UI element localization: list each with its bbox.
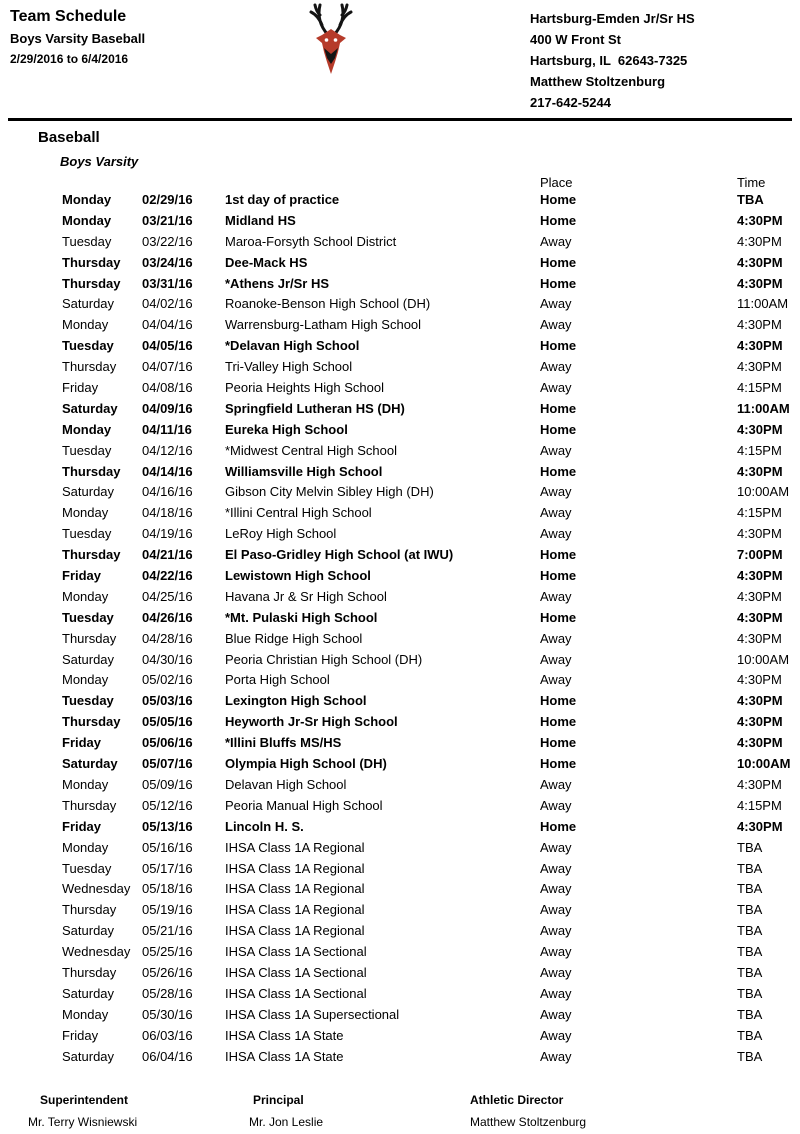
schedule-row bbox=[0, 211, 800, 232]
cell-day: Saturday bbox=[62, 296, 115, 312]
cell-date: 04/18/16 bbox=[142, 505, 193, 521]
cell-day: Saturday bbox=[62, 400, 118, 416]
cell-event: Peoria Manual High School bbox=[225, 797, 383, 813]
cell-event: IHSA Class 1A Sectional bbox=[225, 944, 367, 960]
cell-day: Wednesday bbox=[62, 881, 131, 897]
cell-day: Thursday bbox=[62, 714, 121, 730]
cell-event: *Illini Bluffs MS/HS bbox=[225, 735, 342, 751]
cell-event: Roanoke-Benson High School (DH) bbox=[225, 296, 431, 312]
cell-place: Away bbox=[540, 881, 572, 897]
cell-date: 04/04/16 bbox=[142, 317, 193, 333]
cell-event: Porta High School bbox=[225, 672, 330, 688]
cell-place: Home bbox=[540, 693, 577, 709]
cell-time: TBA bbox=[737, 944, 763, 960]
cell-day: Friday bbox=[62, 380, 99, 396]
cell-date: 06/04/16 bbox=[142, 1048, 193, 1064]
schedule-row bbox=[0, 942, 800, 963]
footer-athletic-director bbox=[470, 1093, 587, 1129]
cell-place: Home bbox=[540, 421, 577, 437]
cell-place: Away bbox=[540, 964, 572, 980]
cell-time: 10:00AM bbox=[737, 484, 790, 500]
cell-place: Home bbox=[540, 735, 577, 751]
cell-event: Gibson City Melvin Sibley High (DH) bbox=[225, 484, 434, 500]
cell-day: Monday bbox=[62, 776, 109, 792]
cell-time: TBA bbox=[737, 1006, 763, 1022]
cell-place: Home bbox=[540, 568, 577, 584]
cell-time: 4:15PM bbox=[737, 442, 782, 458]
footer-role-title: Athletic Director bbox=[470, 1093, 564, 1107]
schedule-row bbox=[0, 524, 800, 545]
cell-date: 04/16/16 bbox=[142, 484, 193, 500]
cell-time: TBA bbox=[737, 1048, 763, 1064]
cell-place: Away bbox=[540, 630, 572, 646]
cell-event: Eureka High School bbox=[225, 421, 348, 437]
schedule-table bbox=[0, 176, 800, 1067]
schedule-row bbox=[0, 984, 800, 1005]
cell-date: 04/14/16 bbox=[142, 463, 193, 479]
cell-day: Tuesday bbox=[62, 860, 112, 876]
school-address: 400 W Front St bbox=[530, 32, 622, 47]
schedule-row bbox=[0, 838, 800, 859]
cell-event: Heyworth Jr-Sr High School bbox=[225, 714, 398, 730]
cell-date: 05/03/16 bbox=[142, 693, 193, 709]
cell-place: Away bbox=[540, 1027, 572, 1043]
cell-place: Home bbox=[540, 400, 577, 416]
cell-time: 4:30PM bbox=[737, 609, 783, 625]
cell-event: *Midwest Central High School bbox=[225, 442, 397, 458]
cell-date: 04/02/16 bbox=[142, 296, 193, 312]
cell-event: Midland HS bbox=[225, 212, 296, 228]
cell-day: Friday bbox=[62, 568, 102, 584]
cell-place: Away bbox=[540, 317, 572, 333]
cell-date: 04/07/16 bbox=[142, 359, 193, 375]
cell-date: 05/07/16 bbox=[142, 756, 193, 772]
cell-event: *Illini Central High School bbox=[225, 505, 372, 521]
cell-event: Warrensburg-Latham High School bbox=[225, 317, 422, 333]
cell-day: Saturday bbox=[62, 985, 115, 1001]
header-divider bbox=[8, 118, 792, 121]
cell-time: 4:30PM bbox=[737, 317, 782, 333]
cell-day: Friday bbox=[62, 1027, 99, 1043]
cell-day: Tuesday bbox=[62, 609, 114, 625]
schedule-row bbox=[0, 733, 800, 754]
cell-time: 11:00AM bbox=[737, 296, 789, 312]
cell-date: 03/31/16 bbox=[142, 275, 193, 291]
cell-day: Monday bbox=[62, 317, 109, 333]
schedule-row bbox=[0, 817, 800, 838]
cell-date: 04/25/16 bbox=[142, 588, 193, 604]
cell-place: Away bbox=[540, 442, 572, 458]
cell-date: 05/02/16 bbox=[142, 672, 193, 688]
cell-date: 03/22/16 bbox=[142, 233, 193, 249]
schedule-row bbox=[0, 900, 800, 921]
cell-date: 05/25/16 bbox=[142, 944, 193, 960]
cell-event: 1st day of practice bbox=[225, 192, 340, 207]
cell-date: 03/21/16 bbox=[142, 212, 193, 228]
cell-day: Thursday bbox=[62, 902, 117, 918]
cell-day: Tuesday bbox=[62, 442, 112, 458]
footer-role-name: Matthew Stoltzenburg bbox=[470, 1115, 587, 1129]
schedule-row bbox=[0, 253, 800, 274]
cell-event: LeRoy High School bbox=[225, 526, 337, 542]
cell-time: TBA bbox=[737, 839, 763, 855]
cell-place: Home bbox=[540, 463, 577, 479]
cell-date: 05/30/16 bbox=[142, 1006, 193, 1022]
cell-event: Blue Ridge High School bbox=[225, 630, 363, 646]
cell-place: Away bbox=[540, 1006, 572, 1022]
cell-place: Away bbox=[540, 526, 572, 542]
schedule-row bbox=[0, 1047, 800, 1068]
schedule-row bbox=[0, 670, 800, 691]
cell-date: 04/26/16 bbox=[142, 609, 193, 625]
schedule-row bbox=[0, 294, 800, 315]
cell-date: 05/16/16 bbox=[142, 839, 193, 855]
cell-place: Away bbox=[540, 985, 572, 1001]
cell-place: Away bbox=[540, 505, 572, 521]
schedule-row bbox=[0, 190, 800, 211]
cell-day: Monday bbox=[62, 839, 109, 855]
cell-place: Away bbox=[540, 923, 572, 939]
schedule-row bbox=[0, 503, 800, 524]
schedule-row bbox=[0, 566, 800, 587]
cell-time: TBA bbox=[737, 881, 763, 897]
cell-time: 11:00AM bbox=[737, 400, 790, 416]
cell-place: Away bbox=[540, 359, 572, 375]
cell-day: Monday bbox=[62, 192, 112, 207]
cell-event: El Paso-Gridley High School (at IWU) bbox=[225, 547, 454, 563]
cell-time: 4:30PM bbox=[737, 693, 783, 709]
cell-event: Williamsville High School bbox=[225, 463, 383, 479]
cell-date: 05/18/16 bbox=[142, 881, 193, 897]
cell-day: Tuesday bbox=[62, 693, 114, 709]
cell-date: 05/19/16 bbox=[142, 902, 193, 918]
cell-time: TBA bbox=[737, 1027, 763, 1043]
cell-date: 04/11/16 bbox=[142, 421, 192, 437]
schedule-row bbox=[0, 1005, 800, 1026]
cell-day: Thursday bbox=[62, 630, 117, 646]
cell-date: 05/17/16 bbox=[142, 860, 193, 876]
cell-date: 02/29/16 bbox=[142, 192, 193, 207]
header-left bbox=[10, 8, 145, 66]
schedule-row bbox=[0, 336, 800, 357]
schedule-row bbox=[0, 754, 800, 775]
cell-time: 4:30PM bbox=[737, 818, 783, 834]
cell-event: Dee-Mack HS bbox=[225, 254, 308, 270]
cell-event: Olympia High School (DH) bbox=[225, 756, 387, 772]
cell-place: Away bbox=[540, 296, 572, 312]
cell-day: Thursday bbox=[62, 275, 121, 291]
cell-time: 4:30PM bbox=[737, 735, 783, 751]
place-column-header: Place bbox=[540, 175, 573, 190]
stag-mascot-logo-icon bbox=[294, 2, 368, 80]
cell-time: TBA bbox=[737, 985, 763, 1001]
school-name: Hartsburg-Emden Jr/Sr HS bbox=[530, 11, 695, 26]
cell-day: Monday bbox=[62, 212, 112, 228]
cell-event: Lincoln H. S. bbox=[225, 818, 304, 834]
cell-place: Away bbox=[540, 944, 572, 960]
cell-date: 05/13/16 bbox=[142, 818, 193, 834]
cell-place: Away bbox=[540, 902, 572, 918]
cell-place: Away bbox=[540, 1048, 572, 1064]
school-info bbox=[530, 8, 695, 113]
cell-time: TBA bbox=[737, 902, 763, 918]
schedule-row bbox=[0, 796, 800, 817]
cell-day: Monday bbox=[62, 588, 109, 604]
cell-event: IHSA Class 1A Regional bbox=[225, 860, 365, 876]
cell-time: TBA bbox=[737, 860, 763, 876]
team-heading: Boys Varsity bbox=[60, 154, 139, 169]
cell-time: 7:00PM bbox=[737, 547, 783, 563]
sport-heading: Baseball bbox=[38, 129, 100, 146]
school-contact: Matthew Stoltzenburg bbox=[530, 74, 666, 89]
cell-date: 06/03/16 bbox=[142, 1027, 193, 1043]
cell-date: 05/26/16 bbox=[142, 964, 193, 980]
time-column-header: Time bbox=[737, 175, 766, 190]
cell-event: IHSA Class 1A Sectional bbox=[225, 985, 367, 1001]
schedule-row bbox=[0, 712, 800, 733]
cell-date: 03/24/16 bbox=[142, 254, 193, 270]
cell-day: Thursday bbox=[62, 797, 117, 813]
cell-event: IHSA Class 1A Regional bbox=[225, 881, 365, 897]
cell-place: Home bbox=[540, 714, 577, 730]
cell-time: 4:30PM bbox=[737, 212, 783, 228]
footer-role-title: Superintendent bbox=[40, 1093, 129, 1107]
cell-place: Away bbox=[540, 672, 572, 688]
cell-day: Monday bbox=[62, 1006, 109, 1022]
cell-place: Away bbox=[540, 797, 572, 813]
cell-date: 04/22/16 bbox=[142, 568, 193, 584]
date-range: 2/29/2016 to 6/4/2016 bbox=[10, 52, 129, 66]
cell-place: Home bbox=[540, 212, 577, 228]
school-phone: 217-642-5244 bbox=[530, 95, 611, 110]
cell-date: 05/05/16 bbox=[142, 714, 193, 730]
cell-time: 4:30PM bbox=[737, 714, 783, 730]
cell-date: 04/05/16 bbox=[142, 338, 193, 354]
schedule-row bbox=[0, 441, 800, 462]
cell-day: Monday bbox=[62, 672, 109, 688]
cell-time: 4:30PM bbox=[737, 588, 782, 604]
cell-event: Havana Jr & Sr High School bbox=[225, 588, 387, 604]
cell-day: Thursday bbox=[62, 547, 121, 563]
cell-event: *Athens Jr/Sr HS bbox=[225, 275, 330, 291]
cell-time: 4:30PM bbox=[737, 421, 783, 437]
page-title: Team Schedule bbox=[10, 8, 127, 25]
cell-day: Thursday bbox=[62, 254, 121, 270]
cell-place: Home bbox=[540, 254, 577, 270]
cell-day: Saturday bbox=[62, 651, 115, 667]
cell-day: Tuesday bbox=[62, 526, 112, 542]
cell-time: 4:30PM bbox=[737, 630, 782, 646]
cell-day: Tuesday bbox=[62, 338, 114, 354]
cell-time: 4:30PM bbox=[737, 338, 783, 354]
school-city: Hartsburg, IL 62643-7325 bbox=[530, 53, 688, 68]
footer-principal bbox=[249, 1093, 324, 1129]
cell-place: Away bbox=[540, 484, 572, 500]
cell-place: Home bbox=[540, 609, 577, 625]
cell-place: Home bbox=[540, 192, 577, 207]
cell-time: 4:30PM bbox=[737, 463, 783, 479]
schedule-row bbox=[0, 1026, 800, 1047]
cell-time: 4:30PM bbox=[737, 776, 782, 792]
cell-day: Friday bbox=[62, 735, 102, 751]
cell-place: Away bbox=[540, 651, 572, 667]
cell-event: *Mt. Pulaski High School bbox=[225, 609, 378, 625]
cell-place: Away bbox=[540, 233, 572, 249]
cell-place: Away bbox=[540, 776, 572, 792]
cell-date: 04/08/16 bbox=[142, 380, 193, 396]
cell-event: *Delavan High School bbox=[225, 338, 360, 354]
cell-time: 4:15PM bbox=[737, 505, 782, 521]
cell-date: 04/09/16 bbox=[142, 400, 193, 416]
cell-day: Wednesday bbox=[62, 944, 131, 960]
cell-day: Thursday bbox=[62, 964, 117, 980]
cell-day: Saturday bbox=[62, 923, 115, 939]
schedule-row bbox=[0, 462, 800, 483]
cell-time: 10:00AM bbox=[737, 756, 791, 772]
schedule-row bbox=[0, 274, 800, 295]
cell-date: 05/12/16 bbox=[142, 797, 193, 813]
schedule-row bbox=[0, 963, 800, 984]
footer-role-name: Mr. Terry Wisniewski bbox=[28, 1115, 138, 1129]
cell-date: 05/09/16 bbox=[142, 776, 193, 792]
cell-time: 4:30PM bbox=[737, 275, 783, 291]
team-subtitle: Boys Varsity Baseball bbox=[10, 31, 146, 46]
schedule-row bbox=[0, 691, 800, 712]
cell-event: Peoria Heights High School bbox=[225, 380, 384, 396]
cell-date: 04/19/16 bbox=[142, 526, 193, 542]
cell-date: 04/21/16 bbox=[142, 547, 193, 563]
schedule-row bbox=[0, 357, 800, 378]
schedule-row bbox=[0, 650, 800, 671]
schedule-row bbox=[0, 545, 800, 566]
schedule-row bbox=[0, 315, 800, 336]
cell-place: Away bbox=[540, 839, 572, 855]
cell-event: Lexington High School bbox=[225, 693, 367, 709]
cell-date: 05/28/16 bbox=[142, 985, 193, 1001]
cell-event: Tri-Valley High School bbox=[225, 359, 353, 375]
schedule-row bbox=[0, 775, 800, 796]
cell-time: TBA bbox=[737, 964, 763, 980]
cell-time: 4:30PM bbox=[737, 568, 783, 584]
cell-event: Lewistown High School bbox=[225, 568, 371, 584]
cell-day: Monday bbox=[62, 505, 109, 521]
cell-place: Home bbox=[540, 547, 577, 563]
schedule-row bbox=[0, 420, 800, 441]
cell-event: Maroa-Forsyth School District bbox=[225, 233, 397, 249]
cell-place: Home bbox=[540, 338, 577, 354]
schedule-row bbox=[0, 587, 800, 608]
footer-role-title: Principal bbox=[253, 1093, 304, 1107]
cell-date: 04/12/16 bbox=[142, 442, 193, 458]
cell-time: 4:30PM bbox=[737, 254, 783, 270]
cell-place: Home bbox=[540, 756, 577, 772]
cell-day: Saturday bbox=[62, 756, 118, 772]
cell-event: IHSA Class 1A Sectional bbox=[225, 964, 367, 980]
cell-time: TBA bbox=[737, 192, 764, 207]
cell-time: 4:30PM bbox=[737, 233, 782, 249]
cell-event: IHSA Class 1A State bbox=[225, 1027, 344, 1043]
schedule-rows bbox=[0, 190, 800, 1067]
schedule-row bbox=[0, 859, 800, 880]
schedule-row bbox=[0, 399, 800, 420]
footer-role-name: Mr. Jon Leslie bbox=[249, 1115, 324, 1129]
schedule-row bbox=[0, 879, 800, 900]
cell-time: TBA bbox=[737, 923, 763, 939]
schedule-row bbox=[0, 482, 800, 503]
cell-place: Home bbox=[540, 818, 577, 834]
footer-superintendent bbox=[28, 1093, 138, 1129]
cell-time: 4:30PM bbox=[737, 526, 782, 542]
cell-time: 4:30PM bbox=[737, 359, 782, 375]
schedule-row bbox=[0, 629, 800, 650]
schedule-row bbox=[0, 232, 800, 253]
cell-day: Thursday bbox=[62, 359, 117, 375]
cell-event: IHSA Class 1A Regional bbox=[225, 839, 365, 855]
cell-event: IHSA Class 1A State bbox=[225, 1048, 344, 1064]
cell-place: Away bbox=[540, 380, 572, 396]
cell-event: IHSA Class 1A Regional bbox=[225, 923, 365, 939]
cell-time: 10:00AM bbox=[737, 651, 790, 667]
schedule-row bbox=[0, 608, 800, 629]
cell-place: Away bbox=[540, 588, 572, 604]
cell-event: IHSA Class 1A Regional bbox=[225, 902, 365, 918]
cell-event: Springfield Lutheran HS (DH) bbox=[225, 400, 405, 416]
cell-time: 4:15PM bbox=[737, 797, 782, 813]
cell-day: Thursday bbox=[62, 463, 121, 479]
cell-place: Away bbox=[540, 860, 572, 876]
cell-day: Tuesday bbox=[62, 233, 112, 249]
cell-event: Peoria Christian High School (DH) bbox=[225, 651, 423, 667]
column-headers bbox=[0, 176, 800, 190]
cell-date: 04/30/16 bbox=[142, 651, 193, 667]
cell-date: 05/06/16 bbox=[142, 735, 193, 751]
cell-time: 4:15PM bbox=[737, 380, 782, 396]
schedule-row bbox=[0, 921, 800, 942]
cell-day: Friday bbox=[62, 818, 102, 834]
cell-day: Saturday bbox=[62, 1048, 115, 1064]
schedule-row bbox=[0, 378, 800, 399]
cell-place: Home bbox=[540, 275, 577, 291]
cell-day: Saturday bbox=[62, 484, 115, 500]
cell-date: 05/21/16 bbox=[142, 923, 193, 939]
cell-date: 04/28/16 bbox=[142, 630, 193, 646]
cell-event: Delavan High School bbox=[225, 776, 347, 792]
cell-event: IHSA Class 1A Supersectional bbox=[225, 1006, 400, 1022]
cell-day: Monday bbox=[62, 421, 112, 437]
cell-time: 4:30PM bbox=[737, 672, 782, 688]
